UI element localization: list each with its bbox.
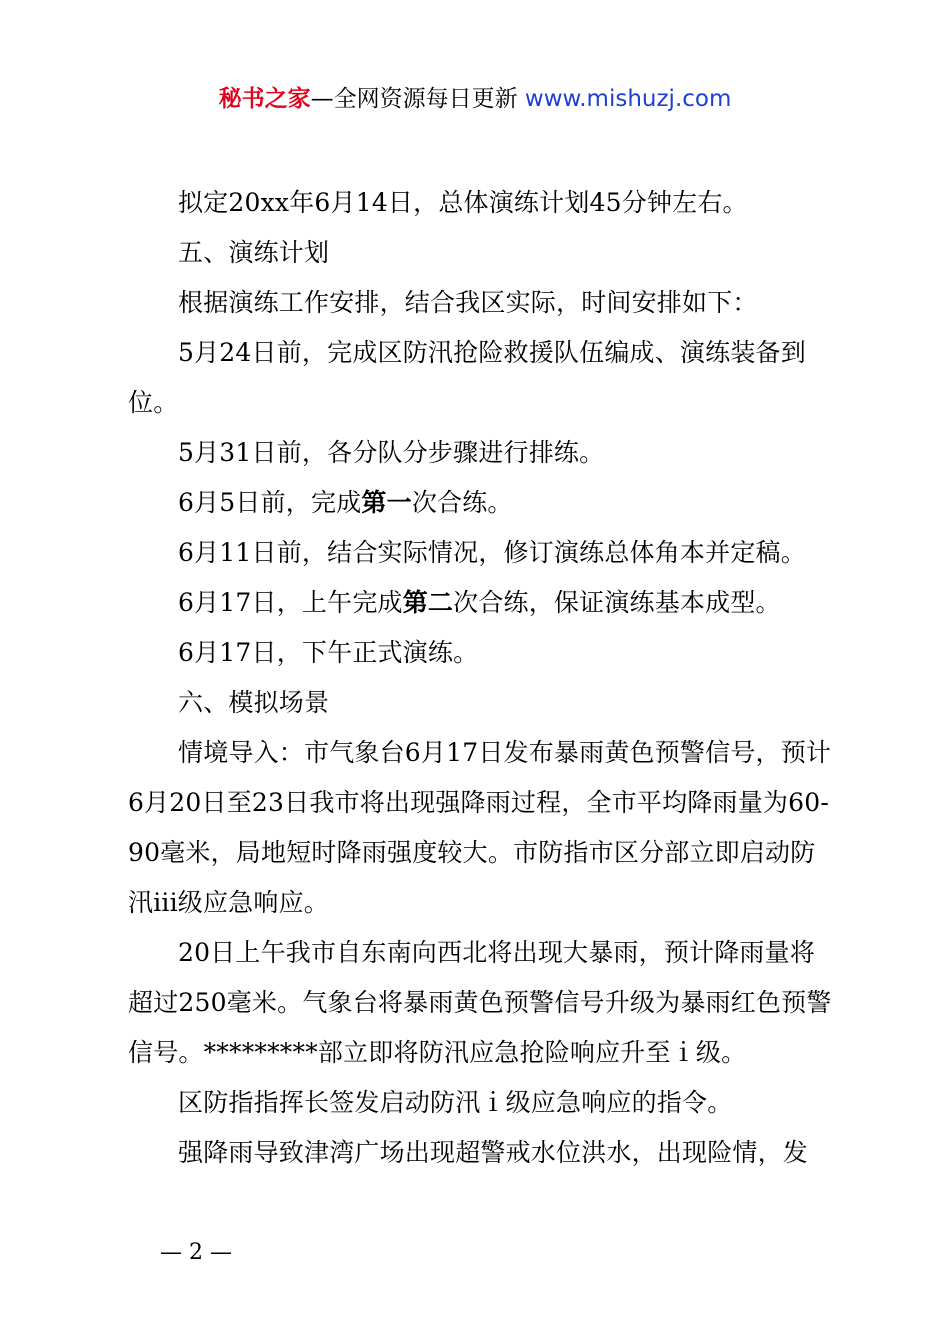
june-17-text-pre: 6月17日，上午完成 bbox=[178, 588, 403, 617]
brand-name: 秘书之家 bbox=[218, 86, 311, 112]
paragraph-june-11: 6月11日前，结合实际情况，修订演练总体角本并定稿。 bbox=[178, 538, 806, 567]
paragraph-heavy-rain: 20日上午我市自东南向西北将出现大暴雨，预计降雨量将超过250毫米。气象台将暴雨黄色预警信号升级为暴雨红色预警信号。*********部立即将防汛应急抢险响应升至ｉ级。 bbox=[128, 938, 832, 1067]
paragraph-commander-order: 区防指指挥长签发启动防汛ｉ级应急响应的指令。 bbox=[178, 1088, 733, 1117]
paragraph-scenario-intro: 情境导入：市气象台6月17日发布暴雨黄色预警信号，预计6月20日至23日我市将出现强降雨过程，全市平均降雨量为60-90毫米，局地短时降雨强度较大。市防指市区分部立即启动防汛iii级应急响应。 bbox=[128, 738, 832, 917]
website-url[interactable]: www.mishuzj.com bbox=[524, 86, 732, 112]
paragraph-may-24: 5月24日前，完成区防汛抢险救援队伍编成、演练装备到位。 bbox=[128, 338, 806, 417]
paragraph-june-17-afternoon: 6月17日，下午正式演练。 bbox=[178, 638, 479, 667]
document-body bbox=[128, 178, 834, 1178]
heading-drill-plan: 五、演练计划 bbox=[178, 238, 330, 267]
june-5-text-post: 次合练。 bbox=[411, 488, 513, 517]
page-number: — 2 — bbox=[160, 1240, 232, 1265]
heading-simulated-scenario: 六、模拟场景 bbox=[178, 688, 330, 717]
paragraph-june-5 bbox=[128, 478, 834, 528]
june-5-text-bold: 第一 bbox=[361, 488, 412, 517]
paragraph-flood-danger: 强降雨导致津湾广场出现超警戒水位洪水，出现险情，发 bbox=[178, 1138, 809, 1167]
header-tagline: —全网资源每日更新 bbox=[310, 86, 525, 112]
june-17-text-post: 次合练，保证演练基本成型。 bbox=[453, 588, 781, 617]
paragraph-date: 拟定20xx年6月14日，总体演练计划45分钟左右。 bbox=[178, 188, 748, 217]
paragraph-may-31: 5月31日前，各分队分步骤进行排练。 bbox=[178, 438, 605, 467]
june-5-text-pre: 6月5日前，完成 bbox=[178, 488, 362, 517]
page-header bbox=[0, 80, 950, 113]
paragraph-schedule-intro: 根据演练工作安排，结合我区实际，时间安排如下： bbox=[178, 288, 758, 317]
paragraph-june-17-morning bbox=[128, 578, 834, 628]
june-17-text-bold: 第二 bbox=[402, 588, 454, 617]
